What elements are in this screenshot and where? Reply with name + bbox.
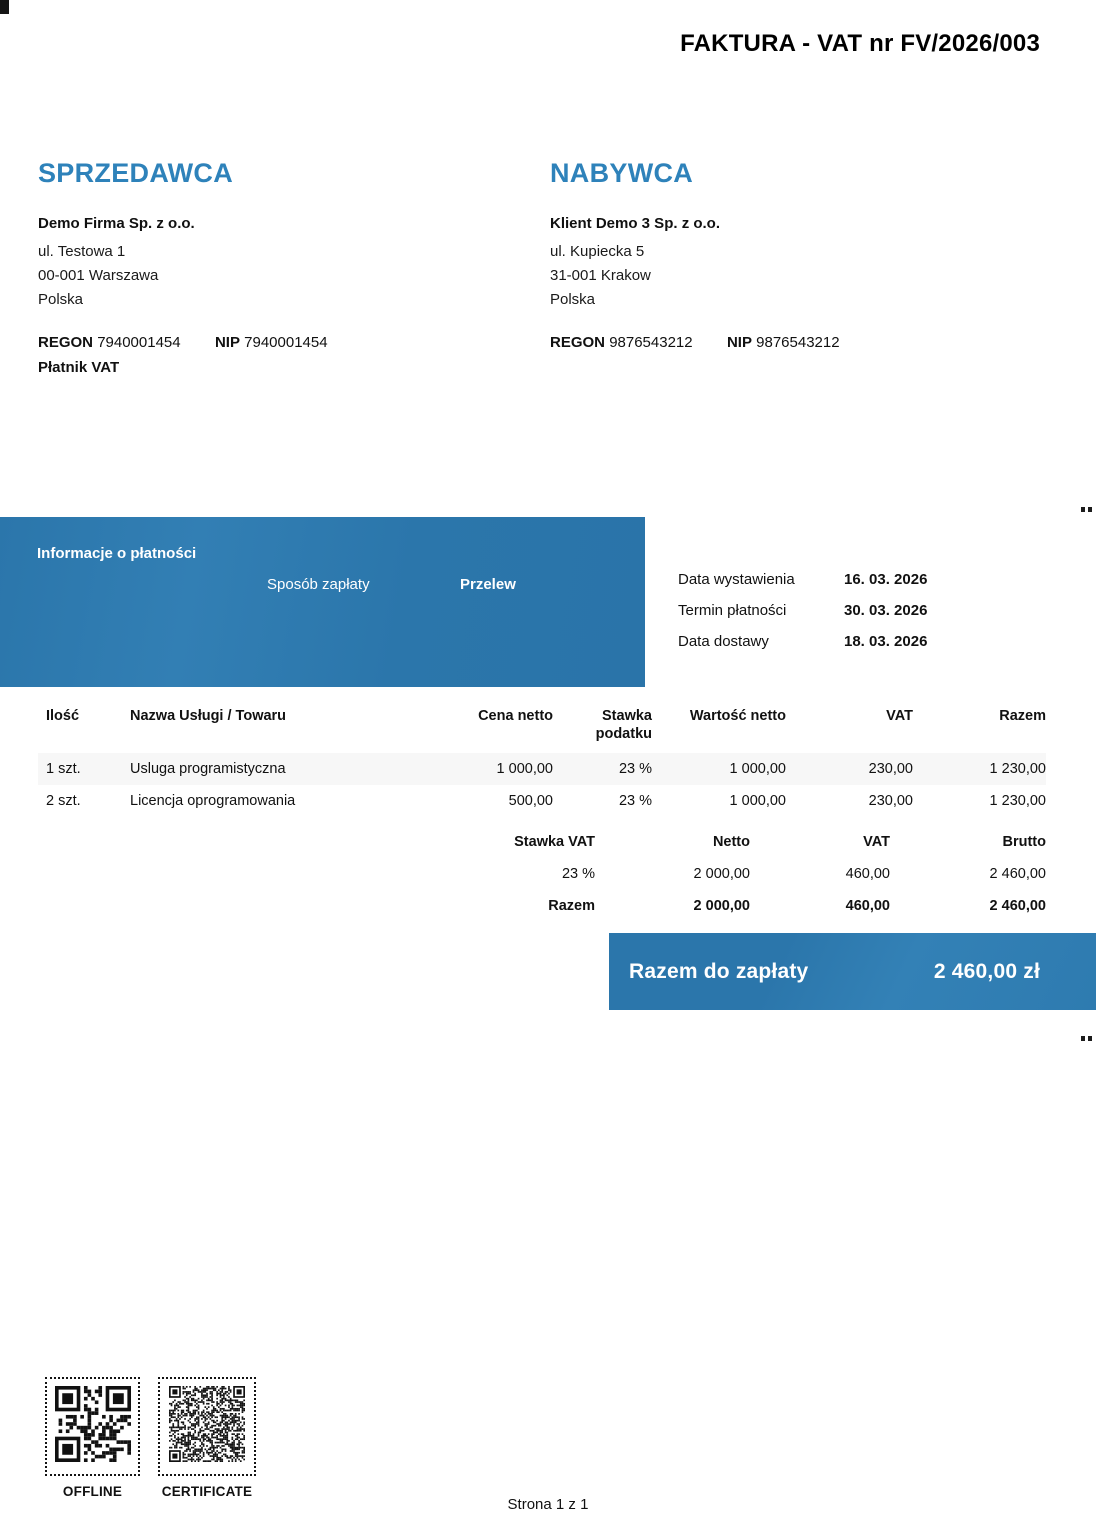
corner-scan-mark [0, 0, 9, 14]
buyer-section [550, 158, 1020, 351]
seller-heading: SPRZEDAWCA [38, 158, 234, 188]
vat-total-gross: 2 460,00 [989, 898, 1046, 914]
seller-ids [38, 334, 508, 351]
total-due-box [609, 933, 1096, 1010]
seller-name: Demo Firma Sp. z o.o. [38, 215, 195, 232]
qr-certificate-icon [158, 1377, 256, 1476]
vat-total-amount: 460,00 [845, 898, 890, 914]
total-due-label: Razem do zapłaty [629, 959, 809, 983]
payment-info-box [0, 517, 645, 687]
item-net-value: 1 000,00 [652, 753, 786, 785]
date-delivery-label: Data dostawy [678, 633, 769, 650]
vat-summary-total-row [440, 890, 1046, 922]
buyer-address-line1: ul. Kupiecka 5 [550, 243, 645, 260]
buyer-heading: NABYWCA [550, 158, 694, 188]
item-qty: 1 szt. [38, 753, 130, 785]
qr-offline-icon [45, 1377, 140, 1476]
seller-regon-value: 7940001454 [97, 334, 181, 351]
vat-rate: 23 % [561, 866, 595, 882]
item-tax-rate: 23 % [618, 793, 652, 809]
table-row [38, 753, 1046, 785]
col-header-name: Nazwa Usługi / Towaru [130, 708, 287, 724]
seller-address [38, 240, 508, 312]
invoice-title: FAKTURA - VAT nr FV/2026/003 [680, 30, 1040, 57]
item-vat: 230,00 [786, 753, 913, 785]
col-header-total: Razem [999, 708, 1046, 724]
item-name: Usluga programistyczna [130, 753, 390, 785]
vat-summary-table [440, 826, 1046, 922]
buyer-nip-value: 9876543212 [756, 334, 840, 351]
edge-mark-bottom [1081, 1036, 1092, 1041]
item-name: Licencja oprogramowania [130, 793, 296, 809]
vat-col-net: Netto [712, 834, 750, 850]
col-header-tax-rate: Stawka podatku [595, 708, 652, 742]
buyer-address [550, 240, 1020, 312]
qr-certificate-label: CERTIFICATE [161, 1484, 253, 1499]
date-issue-value: 16. 03. 2026 [844, 571, 928, 588]
seller-nip-value: 7940001454 [244, 334, 328, 351]
buyer-name: Klient Demo 3 Sp. z o.o. [550, 215, 721, 232]
buyer-regon-label: REGON [550, 334, 606, 351]
date-due-row [678, 602, 1058, 619]
buyer-address-line2: 31-001 Krakow [550, 267, 651, 284]
item-net-price: 500,00 [508, 793, 553, 809]
date-due-label: Termin płatności [678, 602, 787, 619]
seller-vat-payer: Płatnik VAT [38, 359, 120, 376]
seller-address-line2: 00-001 Warszawa [38, 267, 159, 284]
vat-gross: 2 460,00 [989, 866, 1046, 882]
col-header-net-value: Wartość netto [689, 708, 786, 724]
item-qty: 2 szt. [46, 793, 81, 809]
vat-total-net: 2 000,00 [693, 898, 750, 914]
dates-section [678, 571, 1058, 664]
vat-col-vat: VAT [863, 834, 890, 850]
total-due-amount: 2 460,00 zł [933, 959, 1040, 983]
vat-amount: 460,00 [845, 866, 890, 882]
date-delivery-row [678, 633, 1058, 650]
col-header-net-price: Cena netto [478, 708, 553, 724]
date-due-value: 30. 03. 2026 [844, 602, 928, 619]
qr-offline-label: OFFLINE [62, 1484, 123, 1499]
item-net-price: 1 000,00 [390, 753, 553, 785]
seller-address-line3: Polska [38, 291, 84, 308]
seller-nip-label: NIP [214, 334, 240, 351]
seller-address-line1: ul. Testowa 1 [38, 243, 126, 260]
vat-net: 2 000,00 [693, 866, 750, 882]
items-table [38, 701, 1046, 817]
seller-regon-label: REGON [38, 334, 94, 351]
items-header-row [38, 701, 1046, 753]
date-issue-row [678, 571, 1058, 588]
date-issue-label: Data wystawienia [678, 571, 795, 588]
buyer-ids [550, 334, 1020, 351]
edge-mark-top [1081, 507, 1092, 512]
payment-method-label: Sposób zapłaty [267, 576, 370, 593]
date-delivery-value: 18. 03. 2026 [844, 633, 928, 650]
seller-section [38, 158, 508, 376]
buyer-nip-label: NIP [726, 334, 752, 351]
vat-col-gross: Brutto [1002, 834, 1046, 850]
col-header-vat: VAT [886, 708, 913, 724]
vat-summary-rate-row [440, 858, 1046, 890]
vat-total-label: Razem [548, 898, 595, 914]
vat-col-rate: Stawka VAT [514, 834, 595, 850]
payment-info-heading: Informacje o płatności [37, 545, 197, 562]
page-number: Strona 1 z 1 [507, 1496, 589, 1513]
item-total: 1 230,00 [913, 753, 1046, 785]
col-header-qty: Ilość [46, 708, 80, 724]
buyer-regon-value: 9876543212 [609, 334, 693, 351]
item-net-value: 1 000,00 [729, 793, 786, 809]
payment-method-value: Przelew [460, 576, 516, 593]
item-tax-rate: 23 % [553, 753, 652, 785]
buyer-address-line3: Polska [550, 291, 596, 308]
vat-summary-header-row [440, 826, 1046, 858]
item-vat: 230,00 [868, 793, 913, 809]
table-row [38, 785, 1046, 817]
item-total: 1 230,00 [989, 793, 1046, 809]
